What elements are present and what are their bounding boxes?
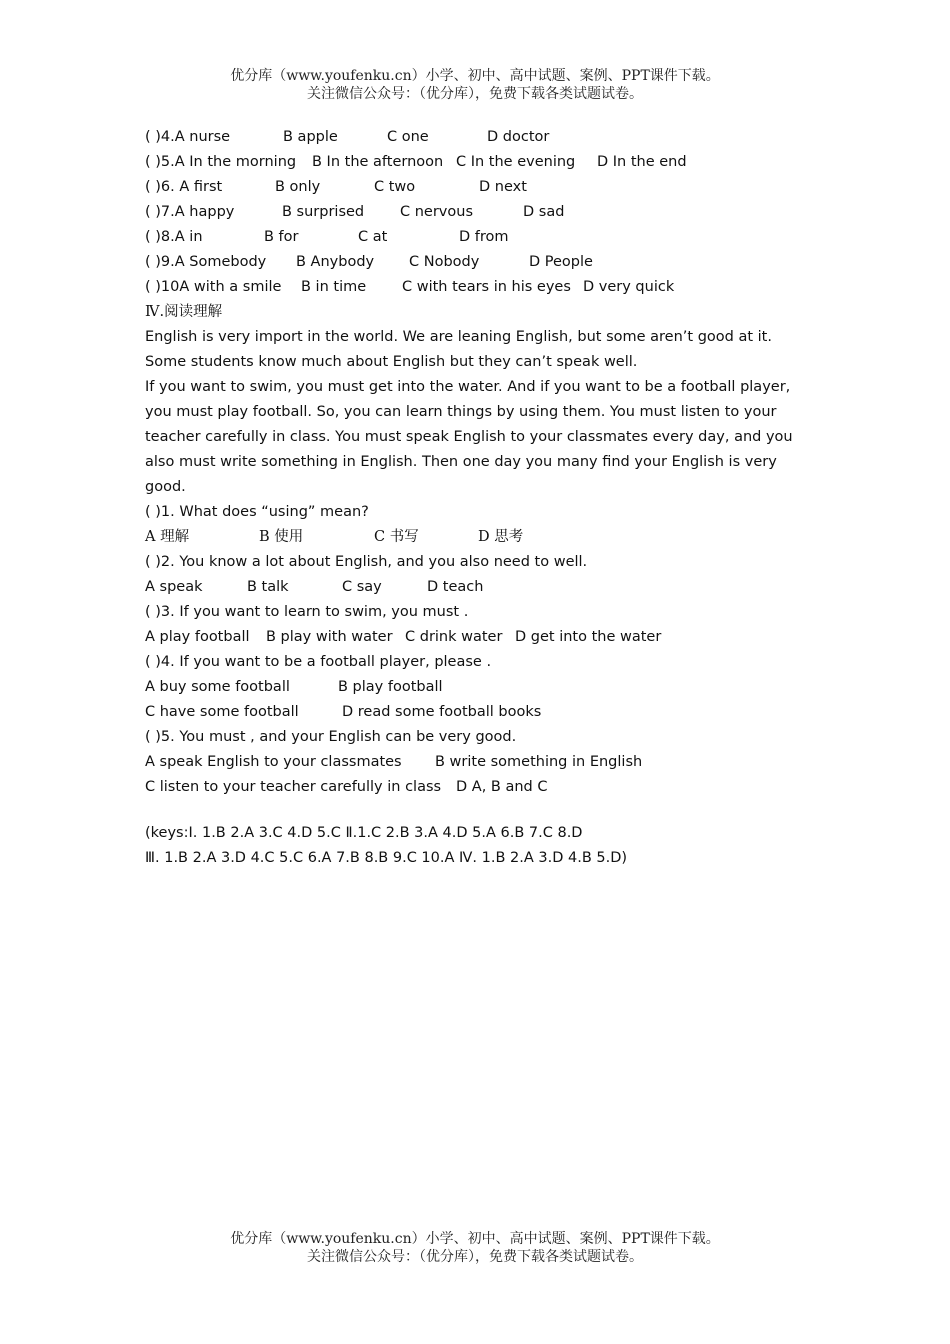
option-c: C with tears in his eyes — [402, 279, 571, 295]
passage-line: English is very import in the world. We are leaning English, but some aren’t good at it. — [145, 329, 772, 345]
passage-line: also must write something in English. Then one day you many find your English is very — [145, 454, 777, 470]
option-d: D sad — [523, 204, 565, 220]
question-stem: ( )6. A first — [145, 179, 223, 195]
option-b: B play with water — [266, 629, 393, 645]
option-d: D People — [529, 254, 593, 270]
option-c: C say — [342, 579, 382, 595]
option-d: D from — [459, 229, 509, 245]
reading-question-2: ( )2. You know a lot about English, and you also need to well. — [145, 554, 588, 570]
question-stem: ( )8.A in — [145, 229, 203, 245]
option-a: A buy some football — [145, 679, 290, 695]
option-d: D read some football books — [342, 704, 542, 720]
answer-keys-line-1: (keys:Ⅰ. 1.B 2.A 3.C 4.D 5.C Ⅱ.1.C 2.B 3.A 4.D 5.A 6.B 7.C 8.D — [145, 825, 583, 841]
option-c: C nervous — [400, 204, 474, 220]
option-d: D In the end — [597, 154, 687, 170]
option-c: C two — [374, 179, 416, 195]
reading-question-1: ( )1. What does “using” mean? — [145, 504, 369, 520]
option-d: D very quick — [583, 279, 675, 295]
passage-line: teacher carefully in class. You must speak English to your classmates every day, and you — [145, 429, 793, 445]
option-c: C In the evening — [456, 154, 576, 170]
page-header — [0, 67, 950, 103]
footer-line-1: 优分库（www.youfenku.cn）小学、初中、高中试题、案例、PPT课件下载。 — [230, 1231, 720, 1247]
question-stem: ( )10A with a smile — [145, 279, 282, 295]
footer-line-2: 关注微信公众号：（优分库），免费下载各类试题试卷。 — [307, 1249, 643, 1265]
option-a: A 理解 — [145, 529, 190, 545]
option-b: B In the afternoon — [312, 154, 444, 170]
option-d: D doctor — [487, 129, 550, 145]
option-c: C Nobody — [409, 254, 480, 270]
reading-question-5: ( )5. You must , and your English can be very good. — [145, 729, 517, 745]
header-line-1: 优分库（www.youfenku.cn）小学、初中、高中试题、案例、PPT课件下载。 — [230, 68, 720, 84]
reading-question-3: ( )3. If you want to learn to swim, you must . — [145, 604, 469, 620]
option-d: D 思考 — [478, 529, 524, 545]
question-stem: ( )4.A nurse — [145, 129, 231, 145]
answer-keys-line-2: Ⅲ. 1.B 2.A 3.D 4.C 5.C 6.A 7.B 8.B 9.C 10.A Ⅳ. 1.B 2.A 3.D 4.B 5.D) — [145, 850, 628, 866]
option-b: B Anybody — [296, 254, 375, 270]
option-b: B for — [264, 229, 299, 245]
passage-line: good. — [145, 479, 186, 495]
option-b: B write something in English — [435, 754, 643, 770]
question-stem: ( )5.A In the morning — [145, 154, 297, 170]
reading-question-4: ( )4. If you want to be a football player, please . — [145, 654, 492, 670]
option-a: A speak — [145, 579, 203, 595]
option-a: A play football — [145, 629, 250, 645]
option-b: B 使用 — [259, 529, 304, 545]
option-d: D next — [479, 179, 527, 195]
passage-line: Some students know much about English but they can’t speak well. — [145, 354, 638, 370]
option-a: A speak English to your classmates — [145, 754, 402, 770]
header-line-2: 关注微信公众号：（优分库），免费下载各类试题试卷。 — [307, 86, 643, 102]
question-stem: ( )7.A happy — [145, 204, 235, 220]
option-b: B apple — [283, 129, 338, 145]
page-footer — [0, 1230, 950, 1266]
option-c: C at — [358, 229, 388, 245]
option-c: C listen to your teacher carefully in class — [145, 779, 442, 795]
option-b: B in time — [301, 279, 367, 295]
passage-line: If you want to swim, you must get into the water. And if you want to be a football player, — [145, 379, 791, 395]
option-c: C one — [387, 129, 429, 145]
option-d: D A, B and C — [456, 779, 548, 795]
option-b: B only — [275, 179, 321, 195]
option-d: D teach — [427, 579, 484, 595]
section-heading-reading: Ⅳ.阅读理解 — [145, 304, 223, 320]
option-d: D get into the water — [515, 629, 662, 645]
option-c: C have some football — [145, 704, 299, 720]
passage-line: you must play football. So, you can learn things by using them. You must listen to your — [145, 404, 777, 420]
option-b: B play football — [338, 679, 443, 695]
question-stem: ( )9.A Somebody — [145, 254, 267, 270]
option-b: B talk — [247, 579, 289, 595]
option-c: C drink water — [405, 629, 503, 645]
option-c: C 书写 — [374, 529, 419, 545]
option-b: B surprised — [282, 204, 365, 220]
